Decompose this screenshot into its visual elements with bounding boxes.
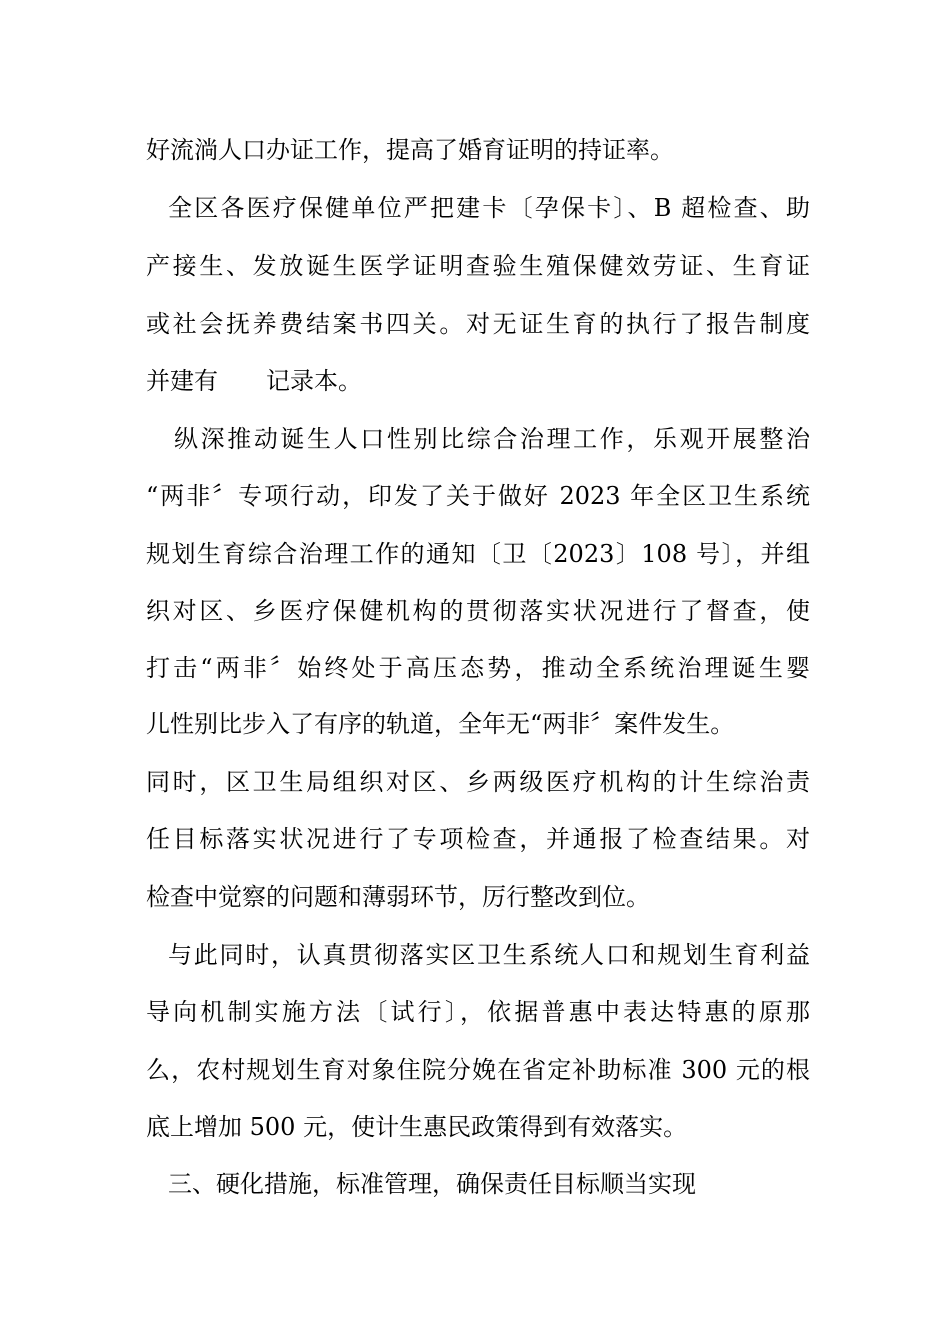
paragraph-line-14: 检查中觉察的问题和薄弱环节，厉行整改到位。	[146, 883, 650, 911]
paragraph-line-8: 规划生育综合治理工作的通知〔卫〔2023〕108 号〕，并组	[146, 540, 810, 568]
paragraph-line-18: 底上增加 500 元，使计生惠民政策得到有效落实。	[146, 1113, 688, 1141]
paragraph-line-5: 并建有 记录本。	[146, 367, 362, 395]
paragraph-line-17: 么，农村规划生育对象住院分娩在省定补助标准 300 元的根	[146, 1056, 810, 1084]
paragraph-line-6: 纵深推动诞生人口性别比综合治理工作，乐观开展整治	[174, 425, 810, 453]
section-heading: 三、硬化措施，标准管理，确保责任目标顺当实现	[168, 1170, 696, 1198]
paragraph-line-3: 产接生、发放诞生医学证明查验生殖保健效劳证、生育证	[146, 252, 810, 280]
paragraph-line-12: 同时，区卫生局组织对区、乡两级医疗机构的计生综治责	[146, 768, 810, 796]
paragraph-line-16: 导向机制实施方法〔试行〕，依据普惠中表达特惠的原那	[146, 998, 810, 1026]
paragraph-line-15: 与此同时，认真贯彻落实区卫生系统人口和规划生育利益	[168, 941, 810, 969]
paragraph-line-2: 全区各医疗保健单位严把建卡〔孕保卡〕、B 超检查、助	[168, 194, 810, 222]
paragraph-line-7: “两非〞专项行动，印发了关于做好 2023 年全区卫生系统	[146, 482, 810, 510]
paragraph-line-4: 或社会抚养费结案书四关。对无证生育的执行了报告制度	[146, 310, 810, 338]
paragraph-line-13: 任目标落实状况进行了专项检查，并通报了检查结果。对	[146, 825, 810, 853]
paragraph-line-11: 儿性别比步入了有序的轨道，全年无“两非〞案件发生。	[146, 710, 735, 738]
paragraph-line-10: 打击“两非〞始终处于高压态势，推动全系统治理诞生婴	[146, 654, 810, 682]
paragraph-line-1: 好流淌人口办证工作，提高了婚育证明的持证率。	[146, 136, 674, 164]
paragraph-line-9: 织对区、乡医疗保健机构的贯彻落实状况进行了督查，使	[146, 597, 810, 625]
